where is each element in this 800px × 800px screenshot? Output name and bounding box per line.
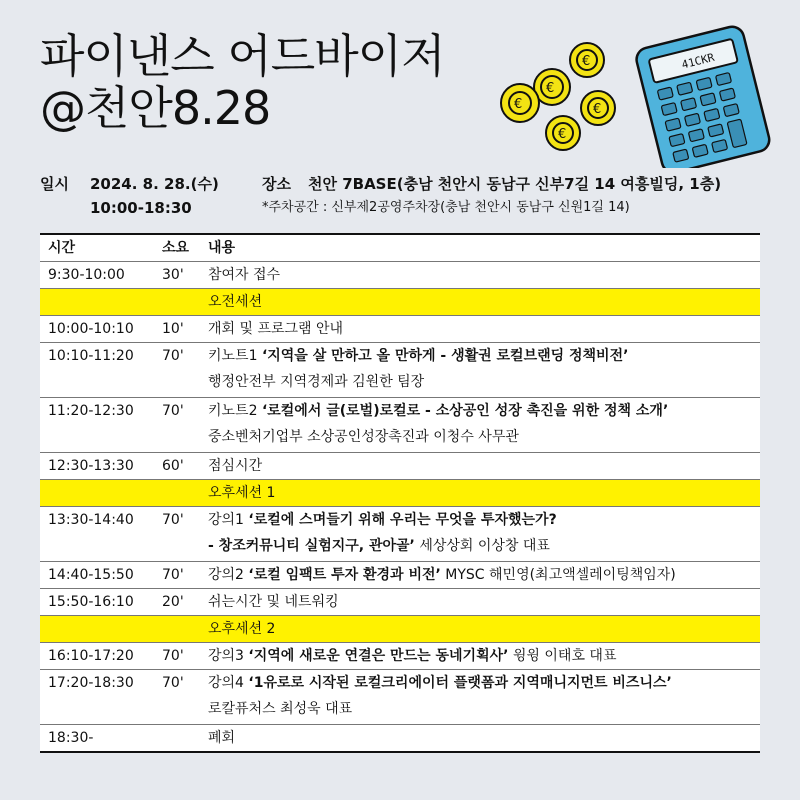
session-topic: ‘1유로로 시작된 로컬크리에이터 플랫폼과 지역매니지먼트 비즈니스’: [248, 675, 672, 691]
table-row: [40, 507, 760, 562]
row-content: 참여자 접수: [208, 267, 281, 283]
place-value: 천안 7BASE(충남 천안시 동남구 신부7길 14 여흥빌딩, 1층): [308, 175, 722, 193]
table-row: [40, 316, 760, 343]
table-row: [40, 262, 760, 289]
event-place: [262, 172, 721, 220]
session-row: [40, 616, 760, 643]
session-label: 강의1: [208, 512, 249, 528]
calculator-icon: [634, 24, 772, 168]
title-line-2: @천안8.28: [40, 81, 271, 135]
row-time: 12:30-13:30: [48, 458, 134, 474]
session-topic-cont: - 창조커뮤니티 실험지구, 관아골’: [208, 538, 415, 554]
row-duration: 70': [162, 675, 184, 691]
row-duration: 70': [162, 403, 184, 419]
speaker: 행정안전부 지역경제과 김원한 팀장: [208, 374, 425, 390]
row-content: 개회 및 프로그램 안내: [208, 321, 344, 337]
table-row: [40, 453, 760, 480]
table-row: [40, 398, 760, 453]
row-content: [200, 562, 760, 588]
row-time: 17:20-18:30: [48, 675, 134, 691]
row-time: 10:00-10:10: [48, 321, 134, 337]
schedule-table: [40, 233, 760, 753]
session-label: 강의3: [208, 648, 249, 664]
table-row: [40, 643, 760, 670]
euro-coin-icon: [581, 91, 615, 125]
row-content: [200, 398, 760, 450]
euro-coin-icon: [570, 43, 604, 77]
row-content: [200, 507, 760, 559]
header-content: 내용: [208, 240, 236, 256]
page-title: [40, 30, 445, 134]
session-title: 오후세션 1: [208, 485, 276, 501]
header-time: 시간: [48, 240, 76, 256]
row-duration: 70': [162, 512, 184, 528]
euro-coin-icon: [546, 116, 580, 150]
date-value: 2024. 8. 28.(수): [90, 175, 219, 193]
session-label: 키노트2: [208, 403, 262, 419]
svg-text:€: €: [514, 97, 523, 112]
row-time: 13:30-14:40: [48, 512, 134, 528]
title-line-1: 파이낸스 어드바이저: [40, 29, 445, 83]
row-duration: 70': [162, 567, 184, 583]
row-duration: 20': [162, 594, 184, 610]
table-header: [40, 235, 760, 262]
session-row: [40, 289, 760, 316]
row-duration: [162, 725, 200, 751]
session-topic: ‘로컬에서 글(로벌)로컬로 - 소상공인 성장 촉진을 위한 정책 소개’: [261, 403, 669, 419]
row-content: [200, 670, 760, 722]
table-row: [40, 562, 760, 589]
row-duration: 10': [162, 321, 184, 337]
speaker: 로칼퓨처스 최성욱 대표: [208, 701, 353, 717]
svg-text:€: €: [546, 81, 555, 96]
speaker: 윙윙 이태호 대표: [508, 648, 617, 664]
event-datetime: [40, 172, 219, 220]
row-content: 점심시간: [208, 458, 263, 474]
table-row: [40, 670, 760, 725]
table-row: [40, 589, 760, 616]
place-label: 장소: [262, 175, 291, 193]
row-time: 14:40-15:50: [48, 567, 134, 583]
session-row: [40, 480, 760, 507]
session-topic: ‘지역을 살 만하고 올 만하게 - 생활권 로컬브랜딩 정책비전’: [261, 348, 629, 364]
row-content: [200, 643, 760, 669]
svg-text:€: €: [582, 54, 591, 69]
row-duration: 70': [162, 348, 184, 364]
calculator-display: 41CKR: [680, 50, 716, 72]
row-content: [200, 343, 760, 395]
row-time: 11:20-12:30: [48, 403, 134, 419]
session-topic: ‘로컬에 스며들기 위해 우리는 무엇을 투자했는가?: [248, 512, 557, 528]
session-topic: ‘지역에 새로운 연결은 만드는 동네기획사’: [248, 648, 509, 664]
svg-text:€: €: [593, 102, 602, 117]
session-title: 오후세션 2: [208, 621, 276, 637]
row-time: 18:30-: [48, 730, 94, 746]
row-time: 10:10-11:20: [48, 348, 134, 364]
session-label: 강의2: [208, 567, 249, 583]
row-duration: 60': [162, 458, 184, 474]
speaker: 세상상회 이상창 대표: [414, 538, 550, 554]
row-duration: 30': [162, 267, 184, 283]
date-label: 일시: [40, 175, 69, 193]
session-topic: ‘로컬 임팩트 투자 환경과 비전’: [248, 567, 441, 583]
row-time: 16:10-17:20: [48, 648, 134, 664]
session-title: 오전세션: [208, 294, 263, 310]
table-row: [40, 343, 760, 398]
svg-text:€: €: [558, 127, 567, 142]
parking-note: *주차공간 : 신부제2공영주차장(충남 천안시 동남구 신원1길 14): [262, 200, 630, 215]
row-content: 쉬는시간 및 네트워킹: [208, 594, 339, 610]
row-duration: 70': [162, 648, 184, 664]
header-duration: 소요: [162, 240, 190, 256]
row-content: 폐회: [208, 730, 236, 746]
session-label: 키노트1: [208, 348, 262, 364]
row-time: 15:50-16:10: [48, 594, 134, 610]
session-label: 강의4: [208, 675, 249, 691]
time-value: 10:00-18:30: [90, 199, 192, 217]
speaker: MYSC 해민영(최고액셀레이팅책임자): [440, 567, 676, 583]
table-row: [40, 725, 760, 751]
coins-calculator-illustration: [490, 8, 790, 168]
euro-coin-icon: [501, 84, 539, 122]
speaker: 중소벤처기업부 소상공인성장촉진과 이청수 사무관: [208, 429, 519, 445]
row-time: 9:30-10:00: [48, 267, 125, 283]
